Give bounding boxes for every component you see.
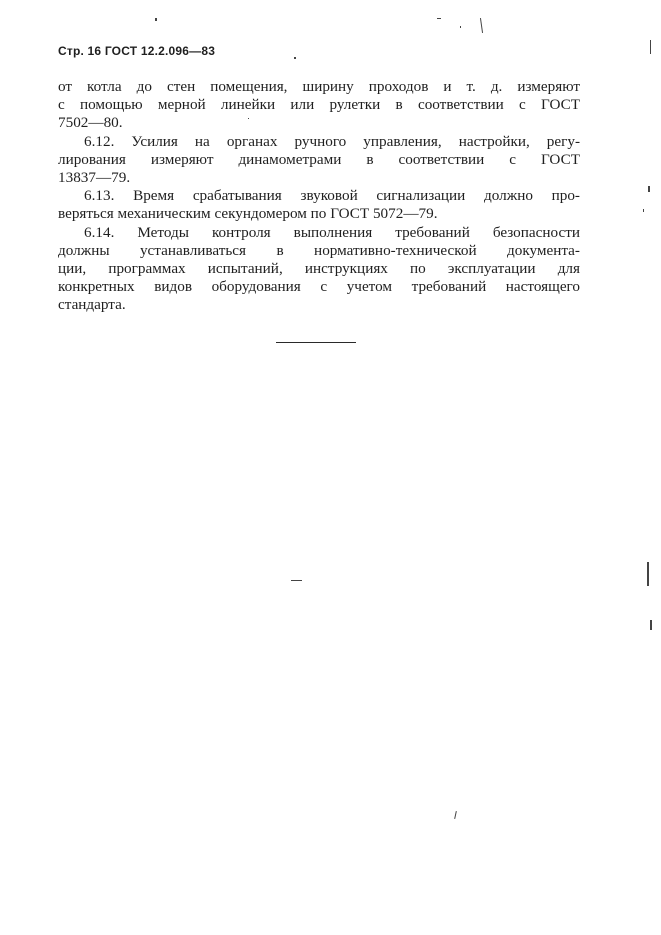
page-header: Стр. 16 ГОСТ 12.2.096—83	[58, 44, 216, 58]
scan-speck	[296, 580, 302, 581]
scan-speck	[650, 40, 651, 54]
text-line: ции, программах испытаний, инструкциях по эксплуатации для	[58, 260, 580, 278]
scan-speck	[647, 562, 649, 586]
text-line: должны устанавливаться в нормативно-технической документа-	[58, 241, 580, 259]
scan-speck	[650, 620, 652, 630]
scan-speck	[460, 26, 461, 28]
scan-speck	[294, 57, 296, 59]
text-line: веряться механическим секундомером по ГОСТ 5072—79.	[58, 205, 438, 223]
text-line: от котла до стен помещения, ширину проходов и т. д. измеряют	[58, 78, 580, 95]
scan-speck	[155, 18, 157, 21]
text-line: с помощью мерной линейки или рулетки в соответствии с ГОСТ	[58, 96, 580, 114]
scan-speck	[454, 811, 457, 819]
text-line: конкретных видов оборудования с учетом требований настоящего	[58, 278, 580, 296]
text-line: 7502—80.	[58, 114, 123, 132]
scan-speck	[480, 18, 483, 33]
scan-speck	[643, 209, 644, 212]
text-line: 6.13. Время срабатывания звуковой сигнализации должно про-	[84, 187, 580, 205]
scan-speck	[437, 18, 441, 19]
text-line: 6.12. Усилия на органах ручного управления, настройки, регу-	[84, 132, 580, 150]
end-rule	[276, 342, 356, 343]
text-line: 6.14. Методы контроля выполнения требований безопасности	[84, 223, 580, 241]
scan-speck	[248, 118, 249, 119]
scan-speck	[648, 186, 650, 192]
text-line: 13837—79.	[58, 169, 131, 187]
document-body	[58, 78, 580, 315]
text-line: стандарта.	[58, 296, 126, 314]
text-line: лирования измеряют динамометрами в соответствии с ГОСТ	[58, 150, 580, 168]
